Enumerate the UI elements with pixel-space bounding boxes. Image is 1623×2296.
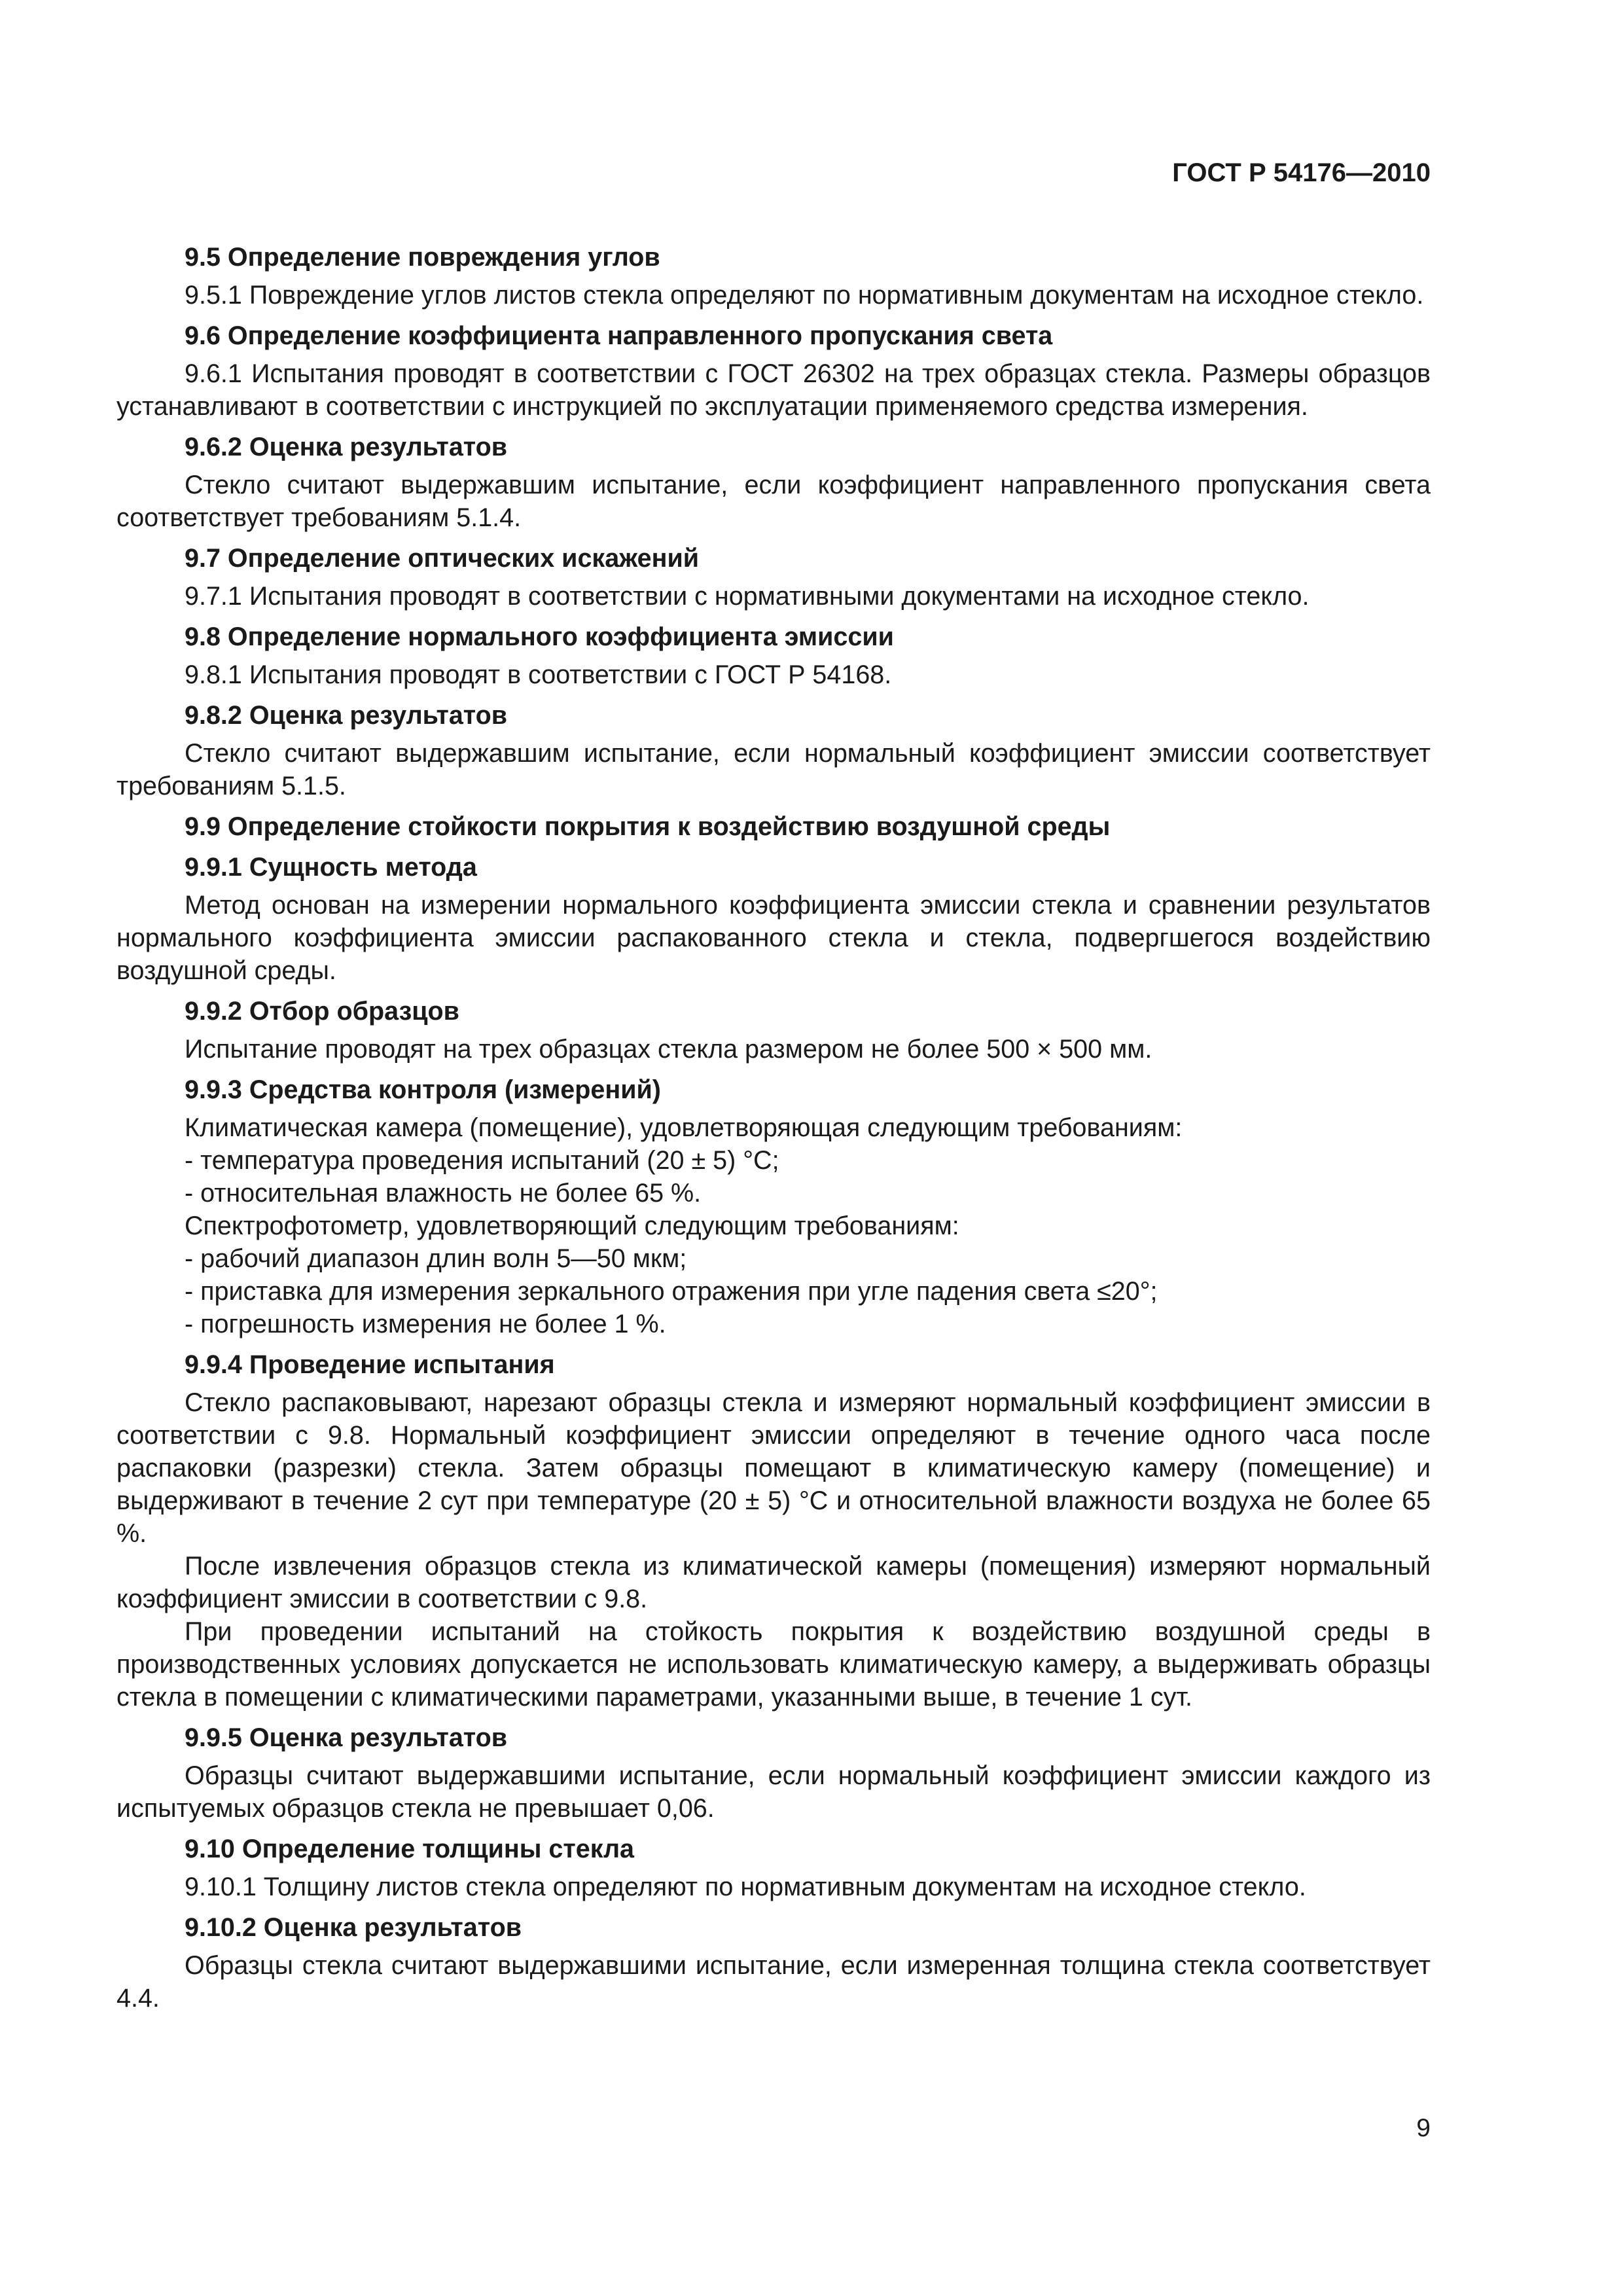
paragraph: 9.6.1 Испытания проводят в соответствии с ГОСТ 26302 на трех образцах стекла. Размеры образцов устанавливают в соответствии с инструкцией по эксплуатации применяемого средства измерения. bbox=[116, 359, 1431, 421]
paragraph: 9.7.1 Испытания проводят в соответствии с нормативными документами на исходное стекло. bbox=[185, 582, 1310, 611]
paragraph: Стекло считают выдержавшим испытание, если коэффициент направленного пропускания света соответствует требованиям 5.1.4. bbox=[116, 471, 1431, 532]
paragraph: При проведении испытаний на стойкость покрытия к воздействию воздушной среды в производственных условиях допускается не использовать климатическую камеру, а выдерживать образцы стекла в помещении с климатическими параметрами, указанными выше, в течение 1 сут. bbox=[116, 1617, 1431, 1712]
paragraph: Образцы стекла считают выдержавшими испытание, если измеренная толщина стекла соответствует 4.4. bbox=[116, 1951, 1431, 2013]
list-item: - температура проведения испытаний (20 ± 5) °С; bbox=[185, 1146, 779, 1175]
section-heading: 9.9.1 Сущность метода bbox=[185, 853, 477, 882]
section-heading: 9.10.2 Оценка результатов bbox=[185, 1913, 522, 1942]
section-heading: 9.9.5 Оценка результатов bbox=[185, 1723, 508, 1752]
paragraph: 9.10.1 Толщину листов стекла определяют по нормативным документам на исходное стекло. bbox=[185, 1873, 1306, 1901]
list-item: - относительная влажность не более 65 %. bbox=[185, 1179, 702, 1208]
section-heading: 9.9.2 Отбор образцов bbox=[185, 997, 459, 1026]
paragraph: Климатическая камера (помещение), удовлетворяющая следующим требованиям: bbox=[185, 1113, 1183, 1142]
paragraph: Образцы считают выдержавшими испытание, если нормальный коэффициент эмиссии каждого из испытуемых образцов стекла не превышает 0,06. bbox=[116, 1761, 1431, 1823]
paragraph: Спектрофотометр, удовлетворяющий следующим требованиям: bbox=[185, 1211, 959, 1240]
section-heading: 9.7 Определение оптических искажений bbox=[185, 544, 700, 573]
list-item: - рабочий диапазон длин волн 5—50 мкм; bbox=[185, 1244, 687, 1273]
paragraph: 9.8.1 Испытания проводят в соответствии с ГОСТ Р 54168. bbox=[185, 660, 892, 689]
paragraph: После извлечения образцов стекла из климатической камеры (помещения) измеряют нормальный коэффициент эмиссии в соответствии с 9.8. bbox=[116, 1552, 1431, 1613]
section-heading: 9.10 Определение толщины стекла bbox=[185, 1835, 635, 1863]
section-heading: 9.6 Определение коэффициента направленного пропускания света bbox=[185, 321, 1053, 350]
page-number: 9 bbox=[1416, 2114, 1431, 2142]
document-header-id: ГОСТ Р 54176—2010 bbox=[1172, 158, 1431, 187]
section-heading: 9.5 Определение повреждения углов bbox=[185, 243, 660, 272]
paragraph: Стекло считают выдержавшим испытание, если нормальный коэффициент эмиссии соответствует требованиям 5.1.5. bbox=[116, 739, 1431, 800]
section-heading: 9.9 Определение стойкости покрытия к воздействию воздушной среды bbox=[185, 812, 1111, 841]
paragraph: Метод основан на измерении нормального коэффициента эмиссии стекла и сравнении результатов нормального коэффициента эмиссии распакованного стекла и стекла, подвергшегося воздействию воздушной среды. bbox=[116, 891, 1431, 985]
section-heading: 9.9.3 Средства контроля (измерений) bbox=[185, 1075, 661, 1104]
section-heading: 9.6.2 Оценка результатов bbox=[185, 433, 508, 461]
list-item: - погрешность измерения не более 1 %. bbox=[185, 1310, 666, 1338]
section-heading: 9.8 Определение нормального коэффициента эмиссии bbox=[185, 622, 894, 651]
section-heading: 9.8.2 Оценка результатов bbox=[185, 701, 508, 730]
document-body bbox=[116, 241, 1431, 2015]
section-heading: 9.9.4 Проведение испытания bbox=[185, 1350, 555, 1379]
paragraph: Стекло распаковывают, нарезают образцы стекла и измеряют нормальный коэффициент эмиссии в соответствии с 9.8. Нормальный коэффициент эмиссии определяют в течение одного часа после распаковки (разрезки) стекла. Затем образцы помещают в климатическую камеру (помещение) и выдерживают в течение 2 сут при температуре (20 ± 5) °С и относительной влажности воздуха не более 65 %. bbox=[116, 1388, 1431, 1548]
paragraph: 9.5.1 Повреждение углов листов стекла определяют по нормативным документам на исходное стекло. bbox=[185, 281, 1424, 310]
list-item: - приставка для измерения зеркального отражения при угле падения света ≤20°; bbox=[185, 1277, 1158, 1306]
paragraph: Испытание проводят на трех образцах стекла размером не более 500 × 500 мм. bbox=[185, 1035, 1152, 1064]
